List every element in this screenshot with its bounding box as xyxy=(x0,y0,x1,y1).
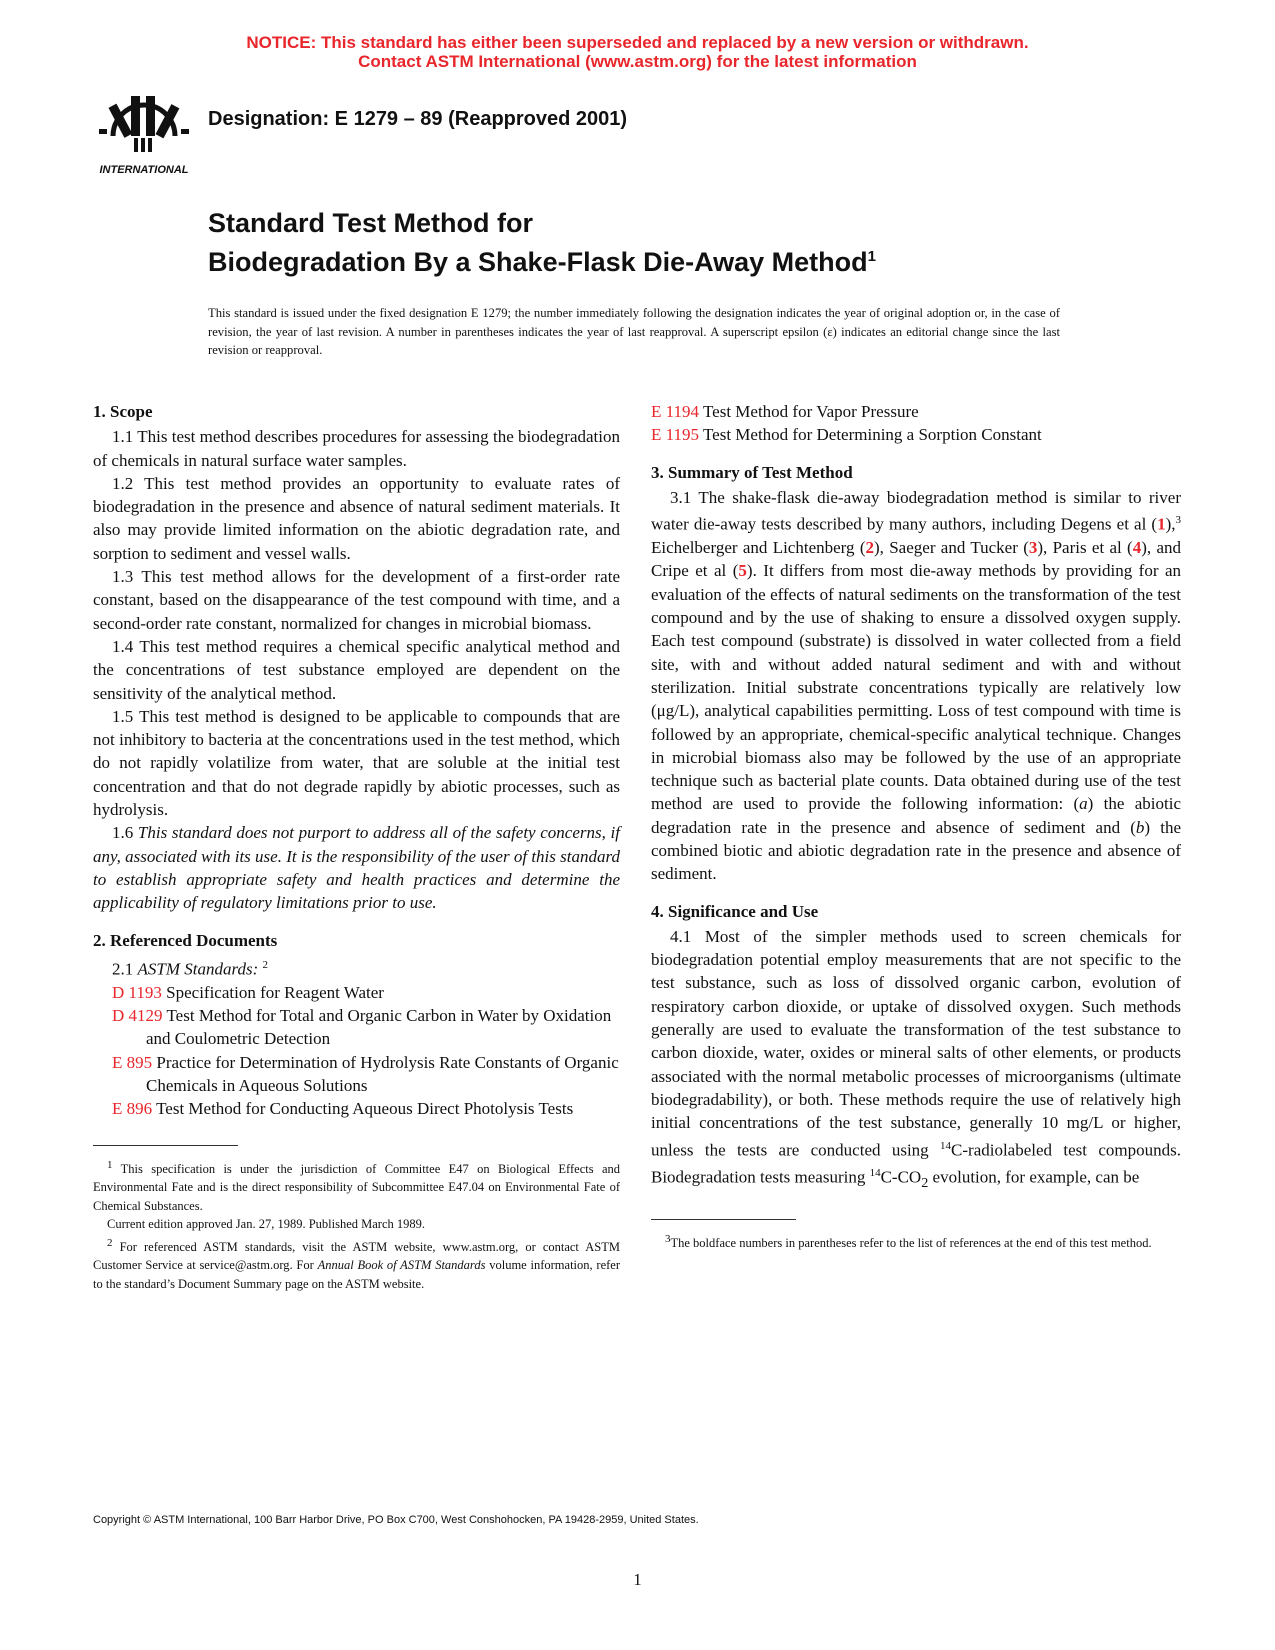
document-title xyxy=(208,207,876,279)
citation-2[interactable]: 2 xyxy=(865,538,874,558)
designation: Designation: E 1279 – 89 (Reapproved 2001) xyxy=(208,108,628,130)
citation-5[interactable]: 5 xyxy=(738,561,747,581)
significance-4-1: 4.1 Most of the simpler methods used to screen chemicals for biodegradation potential employ measurements that are not specific to the test substance, such as loss of dissolved organic carbon, evolution of respiratory carbon dioxide, or uptake of dissolved oxygen. Such methods generally are used to evaluate the transformation of the test substance to carbon dioxide, water, oxides or mineral salts of other elements, or products associated with the normal metabolic processes of microorganisms (ultimate biodegradability), or both. These methods require the use of relatively high initial concentrations of the test substance, generally 10 mg/L or higher, unless the tests are conducted using $^{14}$C-radiolabeled test compounds. Biodegradation tests measuring $^{14}C-CO_2$ evolution, for example, can be xyxy=(651,926,1181,1191)
right-column xyxy=(651,400,1181,1253)
footnote-rule xyxy=(93,1145,238,1146)
scope-1-4: 1.4 This test method requires a chemical specific analytical method and the concentrations of test substance employed are dependent on the sensitivity of the analytical method. xyxy=(93,636,620,703)
scope-1-3: 1.3 This test method allows for the development of a first-order rate constant, based on the disappearance of the test compound with time, and a second-order rate constant, normalized for changes in microbial biomass. xyxy=(93,567,620,633)
safety-caveat: This standard does not purport to address all of the safety concerns, if any, associated with its use. It is the responsibility of the user of this standard to establish appropriate safety and health practices and determine the applicability of regulatory limitations prior to use. xyxy=(93,823,620,913)
scope-1-1: 1.1 This test method describes procedures for assessing the biodegradation of chemicals in natural surface water samples. xyxy=(93,427,620,470)
ref-e1194: E 1194 Test Method for Vapor Pressure xyxy=(651,402,919,421)
ref-d4129: D 4129 Test Method for Total and Organic Carbon in Water by Oxidation and Coulometric Detection xyxy=(112,1006,612,1049)
footnote-2: $^2$ For referenced ASTM standards, visit the ASTM website, www.astm.org, or contact ASTM Customer Service at service@astm.org. For Annual Book of ASTM Standards volume information, refer to the standard’s Document Summary page on the ASTM website. xyxy=(93,1236,621,1291)
footnote-3: $^3$The boldface numbers in parentheses refer to the list of references at the end of this test method. xyxy=(665,1232,1152,1251)
title-line-1: Standard Test Method for xyxy=(208,208,534,238)
left-footnotes xyxy=(93,1156,620,1294)
withdrawal-notice xyxy=(0,33,1275,71)
scope-1-6: 1.6 This standard does not purport to address all of the safety concerns, if any, associated with its use. It is the responsibility of the user of this standard to establish appropriate safety and health practices and determine the applicability of regulatory limitations prior to use. xyxy=(93,823,620,913)
summary-3-1: 3.1 The shake-flask die-away biodegradation method is similar to river water die-away tests described by many authors, including Degens et al (1),$^3$ Eichelberger and Lichtenberg (2), Saeger and Tucker (3), Paris et al (4), and Cripe et al (5). It differs from most die-away methods by providing for an evaluation of the effects of natural sediments on the transformation of the test compound and by the use of shaking to ensure a dissolved oxygen supply. Each test compound (substrate) is dissolved in water collected from a field site, with and without added natural sediment and with and without sterilization. Initial substrate concentrations typically are relatively low (μg/L), analytical capabilities permitting. Loss of test compound with time is followed by an appropriate, chemical-specific analytical technique. Changes in microbial biomass also may be followed by the use of an appropriate technique such as bacterial plate counts. Data obtained during use of the test method are used to provide the following information: (a) the abiotic degradation rate in the presence and absence of sediment and (b) the combined biotic and abiotic degradation rate in the presence and absence of sediment. xyxy=(651,487,1182,884)
page-number: 1 xyxy=(633,1570,642,1589)
footnote-rule-right xyxy=(651,1219,796,1220)
citation-3[interactable]: 3 xyxy=(1028,538,1038,558)
notice-line-2: Contact ASTM International (www.astm.org) for the latest information xyxy=(358,52,917,71)
referenced-heading: 2. Referenced Documents xyxy=(93,930,278,950)
logo-wordmark: INTERNATIONAL xyxy=(99,164,189,176)
preface-note: This standard is issued under the fixed designation E 1279; the number immediately following the designation indicates the year of original adoption or, in the case of revision, the year of last revision. A number in parentheses indicates the year of last reapproval. A superscript epsilon (ε) indicates an editorial change since the last revision or reapproval. xyxy=(208,306,1060,357)
right-footnotes xyxy=(651,1230,1181,1253)
ref-link-e1195[interactable]: E 1195 xyxy=(651,425,700,445)
notice-line-1: NOTICE: This standard has either been superseded and replaced by a new version or withdrawn. xyxy=(246,33,1029,52)
title-footnote-mark: 1 xyxy=(867,248,876,265)
footnote-1-edition: Current edition approved Jan. 27, 1989. Published March 1989. xyxy=(107,1217,426,1232)
scope-heading: 1. Scope xyxy=(93,402,153,421)
ref-link-d1193[interactable]: D 1193 xyxy=(112,982,162,1002)
left-column xyxy=(93,400,620,1293)
ref-d1193: D 1193 Specification for Reagent Water xyxy=(112,982,384,1002)
footnote-1: $^1$ This specification is under the jurisdiction of Committee E47 on Biological Effects and Environmental Fate and is the direct responsibility of Subcommittee E47.04 on Environmental Fate of Chemical Substances. xyxy=(93,1158,620,1213)
scope-1-2: 1.2 This test method provides an opportunity to evaluate rates of biodegradation in the presence and absence of natural sediment materials. It also may provide limited information on the abiotic degradation rate, and sorption to sediment and vessel walls. xyxy=(93,473,620,563)
citation-1[interactable]: 1 xyxy=(1157,514,1166,534)
citation-4[interactable]: 4 xyxy=(1132,538,1142,558)
copyright-line: Copyright © ASTM International, 100 Barr Harbor Drive, PO Box C700, West Conshohocken, PA 19428-2959, United States. xyxy=(93,1514,699,1526)
ref-link-e896[interactable]: E 896 xyxy=(112,1099,153,1119)
significance-heading: 4. Significance and Use xyxy=(651,901,819,921)
ref-link-e895[interactable]: E 895 xyxy=(112,1052,153,1072)
ref-link-e1194[interactable]: E 1194 xyxy=(651,402,700,421)
astm-logo xyxy=(93,86,195,178)
ref-link-d4129[interactable]: D 4129 xyxy=(112,1006,163,1026)
ref-e896: E 896 Test Method for Conducting Aqueous Direct Photolysis Tests xyxy=(112,1099,574,1119)
astm-standards-label: 2.1 ASTM Standards: $^2$ xyxy=(112,958,268,979)
ref-e1195: E 1195 Test Method for Determining a Sorption Constant xyxy=(651,425,1042,445)
scope-1-5: 1.5 This test method is designed to be applicable to compounds that are not inhibitory to bacteria at the concentrations used in the test method, which do not rapidly volatilize from water, that are soluble at the initial test concentration and that do not degrade rapidly by abiotic processes, such as hydrolysis. xyxy=(93,706,620,820)
summary-heading: 3. Summary of Test Method xyxy=(651,462,853,482)
title-line-2: Biodegradation By a Shake-Flask Die-Away Method xyxy=(208,247,868,277)
ref-e895: E 895 Practice for Determination of Hydrolysis Rate Constants of Organic Chemicals in Aqueous Solutions xyxy=(112,1052,619,1095)
